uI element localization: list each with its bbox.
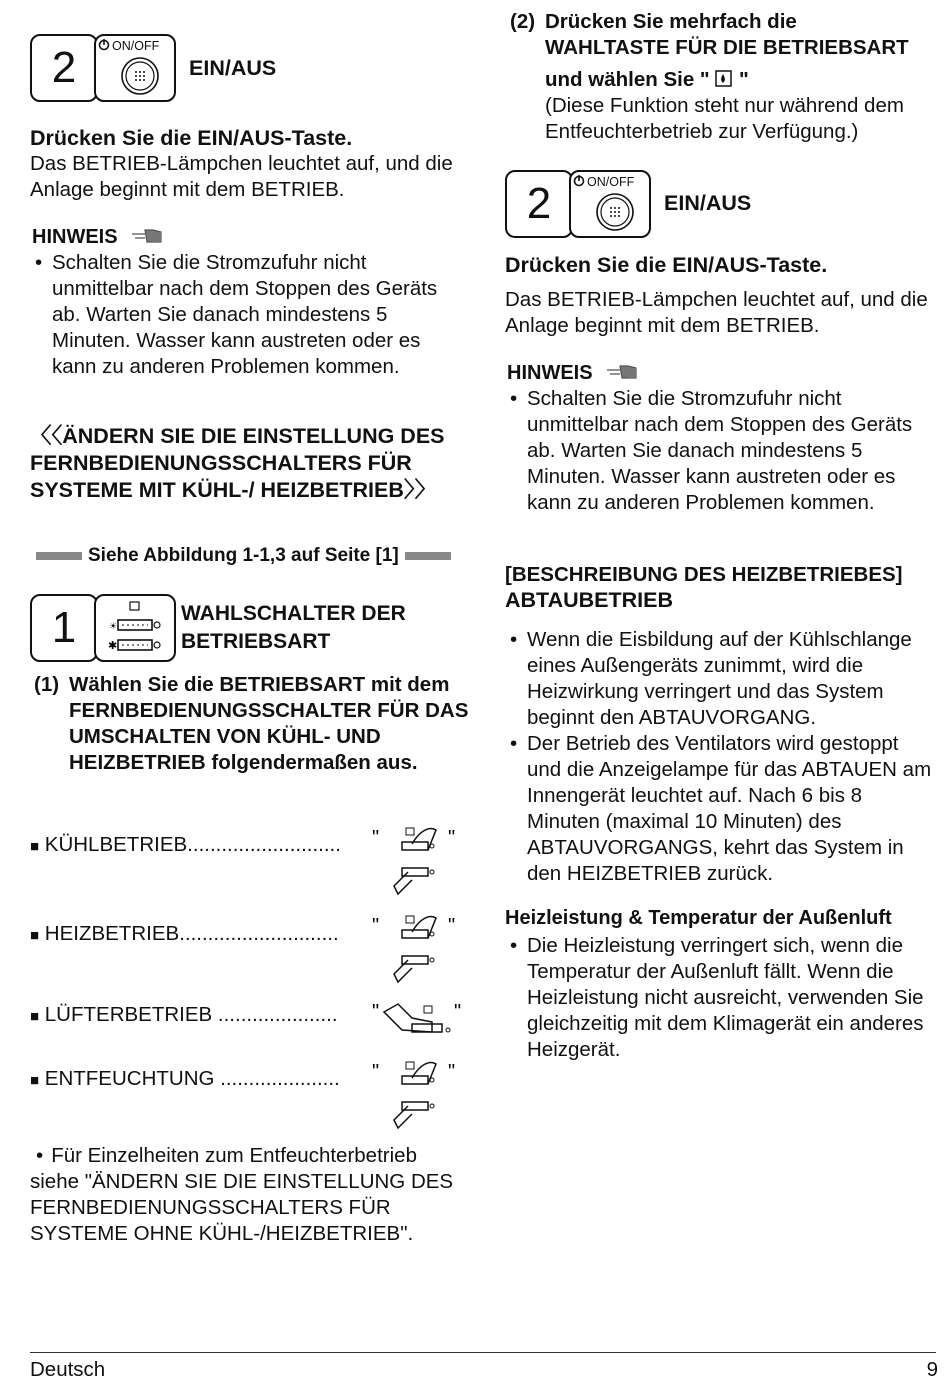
mode-dots: ..................... [214,1067,340,1090]
onoff-key-figure [505,170,651,238]
step-number: 2 [505,170,573,238]
switch-cool-icon [372,824,460,905]
left-rule [36,552,82,560]
square-bullet: ■ [30,838,40,855]
svg-text:✱: ✱ [108,639,118,652]
mode-switch-graphic [94,594,176,662]
instruction-line1: Drücken Sie mehrfach die [545,10,797,33]
square-bullet: ■ [30,927,40,944]
defrost-list [505,627,937,887]
pointing-hand-icon [131,226,165,246]
selector-switch-icon [96,596,174,660]
footer-rule [30,1352,936,1353]
defrost-item: • Der Betrieb des Ventilators wird gestoppt und die Anzeigelampe für das ABTAUEN am Innengerät leuchtet auf. Nach 6 bis 8 Minuten (maximal 10 Minuten) des ABTAUVORGANGS, kehrt das System in den HEIZBETRIEB zurück. [505,731,937,887]
square-bullet: ■ [30,1008,40,1025]
switch-fan-icon [372,1000,464,1045]
instruction-line3 [545,67,749,93]
capacity-title: Heizleistung & Temperatur der Außenluft [505,907,892,929]
onoff-key-figure [30,34,176,102]
defrost-title-line2: ABTAUBETRIEB [505,588,674,612]
defrost-title-line1: [BESCHREIBUNG DES HEIZBETRIEBES] [505,563,903,586]
step-number: 1 [30,594,98,662]
mode-name: KÜHLBETRIEB [44,833,188,856]
onoff-button-graphic [94,34,176,102]
page-number: 9 [926,1358,938,1381]
instruction-line2: WAHLTASTE FÜR DIE BETRIEBSART [545,36,909,59]
step-label: EIN/AUS [189,56,277,80]
right-rule [405,552,451,560]
svg-text:": " [454,1001,462,1023]
note-list [30,250,460,380]
instruction-text: Wählen Sie die BETRIEBSART mit dem FERNBEDIENUNGSSCHALTER FÜR DAS UMSCHALTEN VON KÜHL- UND HEIZBETRIEB folgendermaßen aus. [69,673,469,774]
svg-text:": " [448,827,456,849]
mode-dots: ........................... [187,833,341,856]
svg-text:": " [372,915,380,937]
note-heading [32,226,165,249]
instruction-note: (Diese Funktion steht nur während dem Entfeuchterbetrieb zur Verfügung.) [545,94,904,143]
switch-heat-icon [372,912,460,993]
step-number: 2 [30,34,98,102]
step-text: Das BETRIEB-Lämpchen leuchtet auf, und die Anlage beginnt mit dem BETRIEB. [505,288,928,337]
mode-name: LÜFTERBETRIEB [44,1003,213,1026]
capacity-item: • Die Heizleistung verringert sich, wenn die Temperatur der Außenluft fällt. Wenn die Heizleistung nicht ausreicht, verwenden Sie gleichzeitig mit dem Klimagerät ein anderes Heizgerät. [505,933,937,1063]
note-item: • Schalten Sie die Stromzufuhr nicht unmittelbar nach dem Stoppen des Geräts ab. Warten Sie danach mindestens 5 Minuten. Wasser kann austreten oder es kann zu anderen Problemen kommen. [505,386,933,516]
switch-dry-icon [372,1058,460,1139]
svg-text:☀: ☀ [109,622,118,632]
onoff-text: ON/OFF [112,39,160,53]
instruction-number: (1) [34,673,60,696]
mode-row-dry [30,1067,340,1091]
instruction-number: (2) [510,10,536,33]
footnote-text: Für Einzelheiten zum Entfeuchterbetrieb siehe "ÄNDERN SIE DIE EINSTELLUNG DES FERNBEDIENUNGSSCHALTERS FÜR SYSTEME OHNE KÜHL-/HEIZBETRIEB". [30,1144,454,1245]
step-label-line2: BETRIEBSART [181,630,331,653]
mode-name: ENTFEUCHTUNG [44,1067,215,1090]
reference-text: Siehe Abbildung 1-1,3 auf Seite [1] [88,545,399,566]
figure-reference [30,545,470,567]
svg-text:": " [372,827,380,849]
mode-row-fan [30,1003,338,1027]
svg-text:": " [372,1061,380,1083]
defrost-item: • Wenn die Eisbildung auf der Kühlschlange eines Außengeräts zunimmt, wird die Heizwirkung verringert und das System beginnt den ABTAUVORGANG. [505,627,937,731]
footnote [30,1143,468,1247]
footer-language: Deutsch [30,1358,106,1381]
square-bullet: ■ [30,1072,40,1089]
note-title: HINWEIS [507,362,593,384]
onoff-button-graphic [569,170,651,238]
svg-text:": " [448,1061,456,1083]
svg-text:": " [372,1001,380,1023]
instruction-line3-end: " [739,68,749,91]
capacity-list [505,933,937,1063]
step-label: EIN/AUS [664,191,752,215]
onoff-text: ON/OFF [587,175,635,189]
step-heading: Drücken Sie die EIN/AUS-Taste. [505,253,828,277]
mode-name: HEIZBETRIEB [44,922,180,945]
step-label-line1: WAHLSCHALTER DER [181,602,406,625]
svg-text:": " [448,915,456,937]
pointing-hand-icon [606,362,640,382]
mode-row-heat [30,922,339,946]
instruction-line3-start: und wählen Sie " [545,68,710,91]
note-list [505,386,933,516]
step-heading: Drücken Sie die EIN/AUS-Taste. [30,126,353,150]
mode-dots: ..................... [212,1003,338,1026]
note-title: HINWEIS [32,226,118,248]
step-text: Das BETRIEB-Lämpchen leuchtet auf, und die Anlage beginnt mit dem BETRIEB. [30,152,453,201]
note-item: • Schalten Sie die Stromzufuhr nicht unmittelbar nach dem Stoppen des Geräts ab. Warten Sie danach mindestens 5 Minuten. Wasser kann austreten oder es kann zu anderen Problemen kommen. [30,250,460,380]
dry-mode-icon [715,70,733,88]
section-title: 〈〈ÄNDERN SIE DIE EINSTELLUNG DES FERNBEDIENUNGSSCHALTERS FÜR SYSTEME MIT KÜHL-/ HEIZBETRIEB〉〉 [30,424,445,502]
mode-dots: ............................ [179,922,339,945]
note-heading [507,362,640,385]
footnote-bullet: • [36,1144,44,1167]
mode-row-cool [30,833,341,857]
mode-switch-figure [30,594,176,662]
